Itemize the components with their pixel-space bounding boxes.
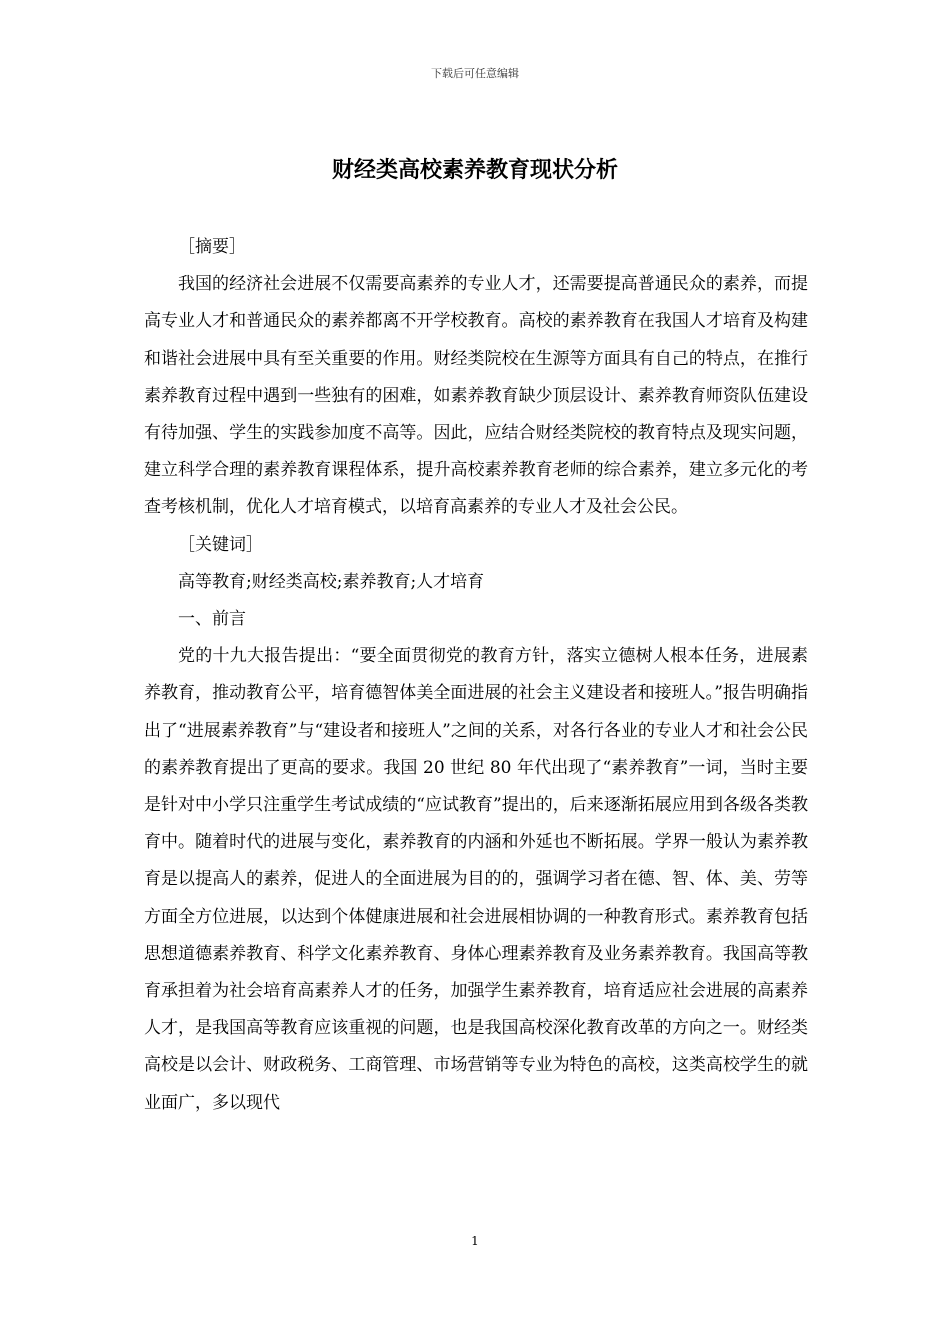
keywords-paragraph: 高等教育;财经类高校;素养教育;人才培育 [178, 571, 485, 592]
document-title: 财经类高校素养教育现状分析 [331, 157, 618, 183]
keywords-heading: ［关键词］ [178, 534, 263, 555]
section1-heading: 一、前言 [178, 609, 246, 630]
page-header-note: 下载后可任意编辑 [431, 67, 519, 80]
section1-paragraph: 党的十九大报告提出：“要全面贯彻党的教育方针，落实立德树人根本任务，进展素养教育，推动教育公平，培育德智体美全面进展的社会主义建设者和接班人。”报告明确指出了“进展素养教育”与“建设者和接班人”之间的关系，对各行各业的专业人才和社会公民的素养教育提出了更高的要求。我国 20 世纪 80 年代出现了“素养教育”一词，当时主要是针对中小学只注重学生考试成绩的“应试教育”提出的，后来逐渐拓展应用到各级各类教育中。随着时代的进展与变化，素养教育的内涵和外延也不断拓展。学界一般认为素养教育是以提高人的素养，促进人的全面进展为目的的，强调学习者在德、智、体、美、劳等方面全方位进展，以达到个体健康进展和社会进展相协调的一种教育形式。素养教育包括思想道德素养教育、科学文化素养教育、身体心理素养教育及业务素养教育。我国高等教育承担着为社会培育高素养人才的任务，加强学生素养教育，培育适应社会进展的高素养人才，是我国高等教育应该重视的问题，也是我国高校深化教育改革的方向之一。财经类高校是以会计、财政税务、工商管理、市场营销等专业为特色的高校，这类高校学生的就业面广，多以现代 [144, 646, 808, 1113]
abstract-heading: ［摘要］ [178, 237, 246, 257]
abstract-paragraph: 我国的经济社会进展不仅需要高素养的专业人才，还需要提高普通民众的素养，而提高专业人才和普通民众的素养都离不开学校教育。高校的素养教育在我国人才培育及构建和谐社会进展中具有至关重要的作用。财经类院校在生源等方面具有自己的特点，在推行素养教育过程中遇到一些独有的困难，如素养教育缺少顶层设计、素养教育师资队伍建设有待加强、学生的实践参加度不高等。因此，应结合财经类院校的教育特点及现实问题，建立科学合理的素养教育课程体系，提升高校素养教育老师的综合素养，建立多元化的考查考核机制，优化人才培育模式，以培育高素养的专业人才及社会公民。 [144, 274, 808, 518]
page-number: 1 [471, 1234, 479, 1248]
document-body [144, 229, 808, 1122]
